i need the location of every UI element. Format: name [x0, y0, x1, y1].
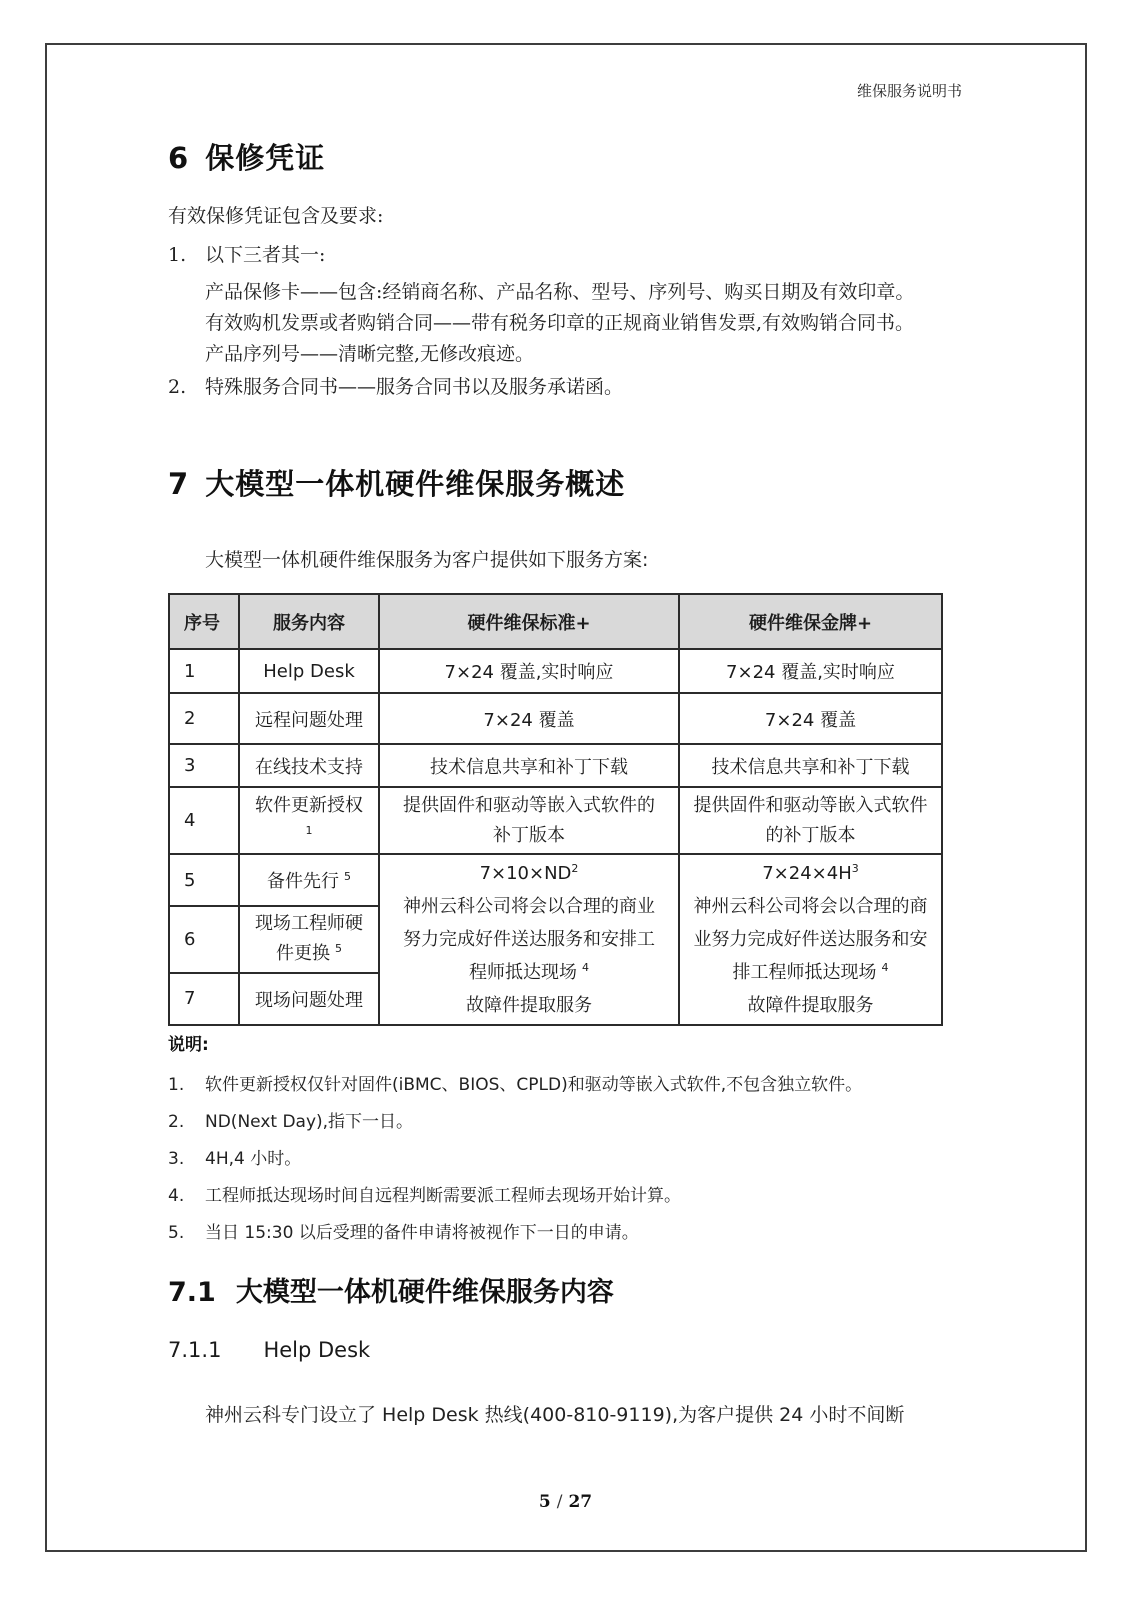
note-2-number: 2. — [168, 1112, 185, 1132]
footnote-ref-5: 5 — [335, 942, 342, 956]
list-item-1 — [168, 240, 325, 267]
section-7-title: 大模型一体机硬件维保服务概述 — [205, 467, 626, 501]
detail-line-warranty-card: 产品保修卡——包含:经销商名称、产品名称、型号、序列号、购买日期及有效印章。 — [205, 281, 915, 303]
cell-no: 1 — [169, 649, 239, 693]
col-header-gold: 硬件维保金牌+ — [679, 594, 942, 649]
table-row — [169, 744, 942, 787]
section-6-intro: 有效保修凭证包含及要求: — [168, 205, 384, 227]
standard-line: 提供固件和驱动等嵌入式软件的 — [403, 794, 655, 816]
note-item-4 — [168, 1181, 681, 1206]
table-row — [169, 854, 942, 906]
gold-line: 神州云科公司将会以合理的商 — [693, 896, 928, 917]
section-6-title: 保修凭证 — [205, 141, 326, 175]
gold-line: 业努力完成好件送达服务和安 — [693, 929, 928, 950]
list-item-1-text: 以下三者其一: — [205, 244, 326, 266]
cell-no: 6 — [169, 906, 239, 972]
col-header-index: 序号 — [169, 594, 239, 649]
list-item-2 — [168, 372, 623, 399]
footer-separator: / — [556, 1492, 563, 1512]
header-doc-title: 维保服务说明书 — [856, 82, 962, 100]
cell-gold-merged — [679, 854, 942, 1025]
cell-service: 在线技术支持 — [239, 744, 379, 787]
note-3-text: 4H,4 小时。 — [205, 1149, 302, 1169]
footer-page-number: 5 — [538, 1492, 551, 1512]
list-item-2-number: 2. — [168, 376, 187, 398]
cell-service — [239, 854, 379, 906]
cell-gold: 技术信息共享和补丁下载 — [679, 744, 942, 787]
note-3-number: 3. — [168, 1149, 185, 1169]
arrival-text: 排工程师抵达现场 — [732, 962, 877, 983]
table-header-row — [169, 594, 942, 649]
cell-no: 3 — [169, 744, 239, 787]
cell-service — [239, 906, 379, 972]
cell-service: 现场问题处理 — [239, 973, 379, 1025]
sla-text: 7×10×ND — [479, 863, 572, 884]
standard-sla — [384, 857, 674, 890]
cell-service: 远程问题处理 — [239, 693, 379, 744]
section-7-1-title: 大模型一体机硬件维保服务内容 — [235, 1277, 614, 1308]
section-7-1-1-heading — [168, 1338, 370, 1362]
cell-no: 4 — [169, 787, 239, 854]
cell-gold — [679, 787, 942, 854]
note-item-1 — [168, 1070, 862, 1095]
gold-sla — [684, 857, 937, 890]
sla-text: 7×24×4H — [762, 863, 852, 884]
service-text: 件更换 — [276, 943, 330, 965]
list-item-1-number: 1. — [168, 244, 187, 266]
helpdesk-paragraph: 神州云科专门设立了 Help Desk 热线(400-810-9119),为客户提供 24 小时不间断 — [205, 1404, 905, 1426]
standard-line: 努力完成好件送达服务和安排工 — [403, 929, 655, 950]
cell-gold: 7×24 覆盖,实时响应 — [679, 649, 942, 693]
note-item-5 — [168, 1218, 639, 1243]
standard-line: 故障件提取服务 — [466, 995, 592, 1016]
note-2-text: ND(Next Day),指下一日。 — [205, 1112, 414, 1132]
service-line: 现场工程师硬 — [255, 913, 363, 935]
standard-line: 补丁版本 — [493, 824, 565, 846]
service-label: 软件更新授权 — [255, 794, 363, 816]
list-item-2-text: 特殊服务合同书——服务合同书以及服务承诺函。 — [205, 376, 624, 398]
section-6-number: 6 — [168, 141, 189, 175]
service-label: 备件先行 — [267, 871, 339, 893]
standard-line: 神州云科公司将会以合理的商业 — [403, 896, 655, 917]
note-1-number: 1. — [168, 1075, 185, 1095]
section-7-number: 7 — [168, 467, 189, 501]
note-4-number: 4. — [168, 1186, 185, 1206]
gold-line: 的补丁版本 — [765, 824, 856, 846]
note-5-number: 5. — [168, 1223, 185, 1243]
footnote-ref-4: 4 — [881, 961, 889, 974]
service-plan-table — [168, 593, 943, 1026]
detail-line-serial: 产品序列号——清晰完整,无修改痕迹。 — [205, 343, 535, 365]
list-item-1-details — [205, 277, 965, 370]
service-line — [244, 939, 374, 969]
note-1-text: 软件更新授权仅针对固件(iBMC、BIOS、CPLD)和驱动等嵌入式软件,不包含独立软件。 — [205, 1075, 863, 1095]
footnote-ref-2: 2 — [571, 862, 579, 875]
standard-line — [384, 956, 674, 989]
gold-line: 提供固件和驱动等嵌入式软件 — [693, 794, 928, 816]
cell-standard: 7×24 覆盖 — [379, 693, 679, 744]
page-footer — [0, 1492, 1131, 1512]
section-7-1-1-number: 7.1.1 — [168, 1338, 222, 1362]
footer-total-pages: 27 — [568, 1492, 593, 1512]
section-6-heading — [168, 136, 325, 177]
col-header-standard: 硬件维保标准+ — [379, 594, 679, 649]
note-item-3 — [168, 1144, 301, 1169]
cell-service: Help Desk — [239, 649, 379, 693]
cell-gold: 7×24 覆盖 — [679, 693, 942, 744]
gold-line — [684, 956, 937, 989]
cell-no: 5 — [169, 854, 239, 906]
cell-standard-merged — [379, 854, 679, 1025]
section-7-intro: 大模型一体机硬件维保服务为客户提供如下服务方案: — [205, 549, 649, 571]
section-7-1-number: 7.1 — [168, 1277, 216, 1308]
cell-no: 7 — [169, 973, 239, 1025]
section-7-heading — [168, 462, 625, 503]
table-row — [169, 649, 942, 693]
table-row — [169, 787, 942, 854]
footnote-ref-1: 1 — [305, 823, 313, 837]
notes-label: 说明: — [168, 1035, 209, 1055]
col-header-service: 服务内容 — [239, 594, 379, 649]
note-5-text: 当日 15:30 以后受理的备件申请将被视作下一日的申请。 — [205, 1223, 639, 1243]
gold-line: 故障件提取服务 — [747, 995, 874, 1016]
arrival-text: 程师抵达现场 — [469, 962, 577, 983]
cell-service — [239, 787, 379, 854]
footnote-ref-5: 5 — [344, 870, 351, 884]
cell-standard: 7×24 覆盖,实时响应 — [379, 649, 679, 693]
cell-no: 2 — [169, 693, 239, 744]
detail-line-invoice: 有效购机发票或者购销合同——带有税务印章的正规商业销售发票,有效购销合同书。 — [205, 312, 915, 334]
cell-standard: 技术信息共享和补丁下载 — [379, 744, 679, 787]
cell-standard — [379, 787, 679, 854]
section-7-1-1-title: Help Desk — [263, 1338, 371, 1362]
note-4-text: 工程师抵达现场时间自远程判断需要派工程师去现场开始计算。 — [205, 1186, 681, 1206]
footnote-ref-3: 3 — [851, 862, 859, 875]
table-row — [169, 693, 942, 744]
footnote-ref-4: 4 — [582, 961, 589, 974]
section-7-1-heading — [168, 1270, 614, 1309]
note-item-2 — [168, 1107, 413, 1132]
